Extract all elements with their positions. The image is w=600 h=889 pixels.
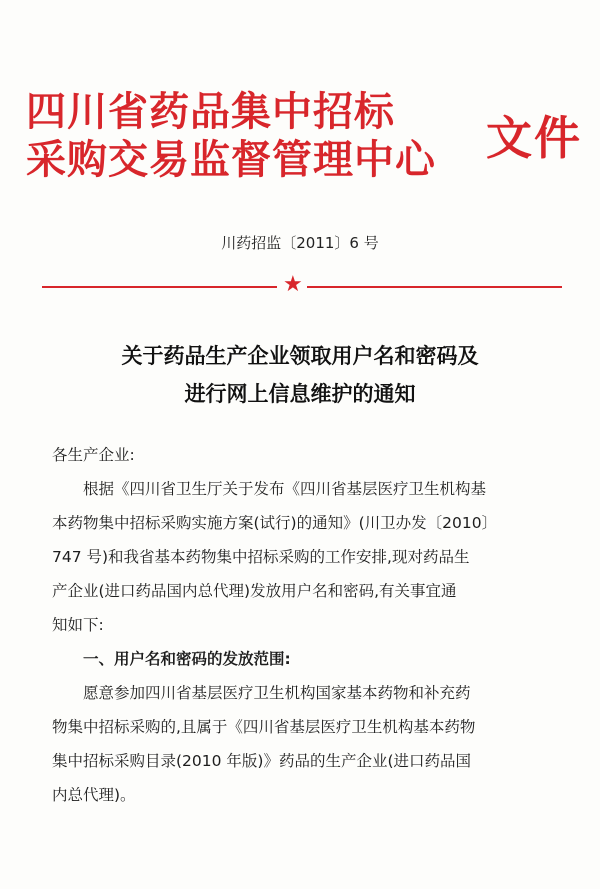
notice-title — [0, 337, 600, 413]
red-divider — [42, 272, 562, 297]
paragraph-1-line-1: 根据《四川省卫生厅关于发布《四川省基层医疗卫生机构基 — [83, 480, 487, 498]
title-line-1: 关于药品生产企业领取用户名和密码及 — [121, 344, 479, 368]
document-header — [26, 88, 586, 198]
issuing-organization — [26, 88, 436, 184]
paragraph-2-line-1: 愿意参加四川省基层医疗卫生机构国家基本药物和补充药 — [83, 684, 471, 702]
paragraph-1-line-2: 本药物集中招标采购实施方案(试行)的通知》(川卫办发〔2010〕 — [52, 514, 498, 532]
document-type: 文件 — [486, 111, 582, 165]
paragraph-2-line-4: 内总代理)。 — [52, 786, 136, 804]
salutation: 各生产企业: — [52, 446, 135, 464]
paragraph-1-line-3: 747 号)和我省基本药物集中招标采购的工作安排,现对药品生 — [52, 548, 470, 566]
org-line-1: 四川省药品集中招标 — [26, 89, 395, 135]
notice-body — [52, 438, 564, 812]
paragraph-1-line-5: 知如下: — [52, 616, 104, 634]
star-icon: ★ — [283, 272, 303, 297]
divider-line-left — [42, 286, 277, 288]
paragraph-1-line-4: 产企业(进口药品国内总代理)发放用户名和密码,有关事宜通 — [52, 582, 457, 600]
org-line-2: 采购交易监督管理中心 — [26, 137, 436, 183]
document-number: 川药招监〔2011〕6 号 — [221, 234, 379, 252]
paragraph-2-line-3: 集中招标采购目录(2010 年版)》药品的生产企业(进口药品国 — [52, 752, 472, 770]
divider-line-right — [307, 286, 562, 288]
paragraph-2-line-2: 物集中招标采购的,且属于《四川省基层医疗卫生机构基本药物 — [52, 718, 476, 736]
section-heading-1: 一、用户名和密码的发放范围: — [83, 650, 291, 668]
title-line-2: 进行网上信息维护的通知 — [184, 382, 416, 406]
